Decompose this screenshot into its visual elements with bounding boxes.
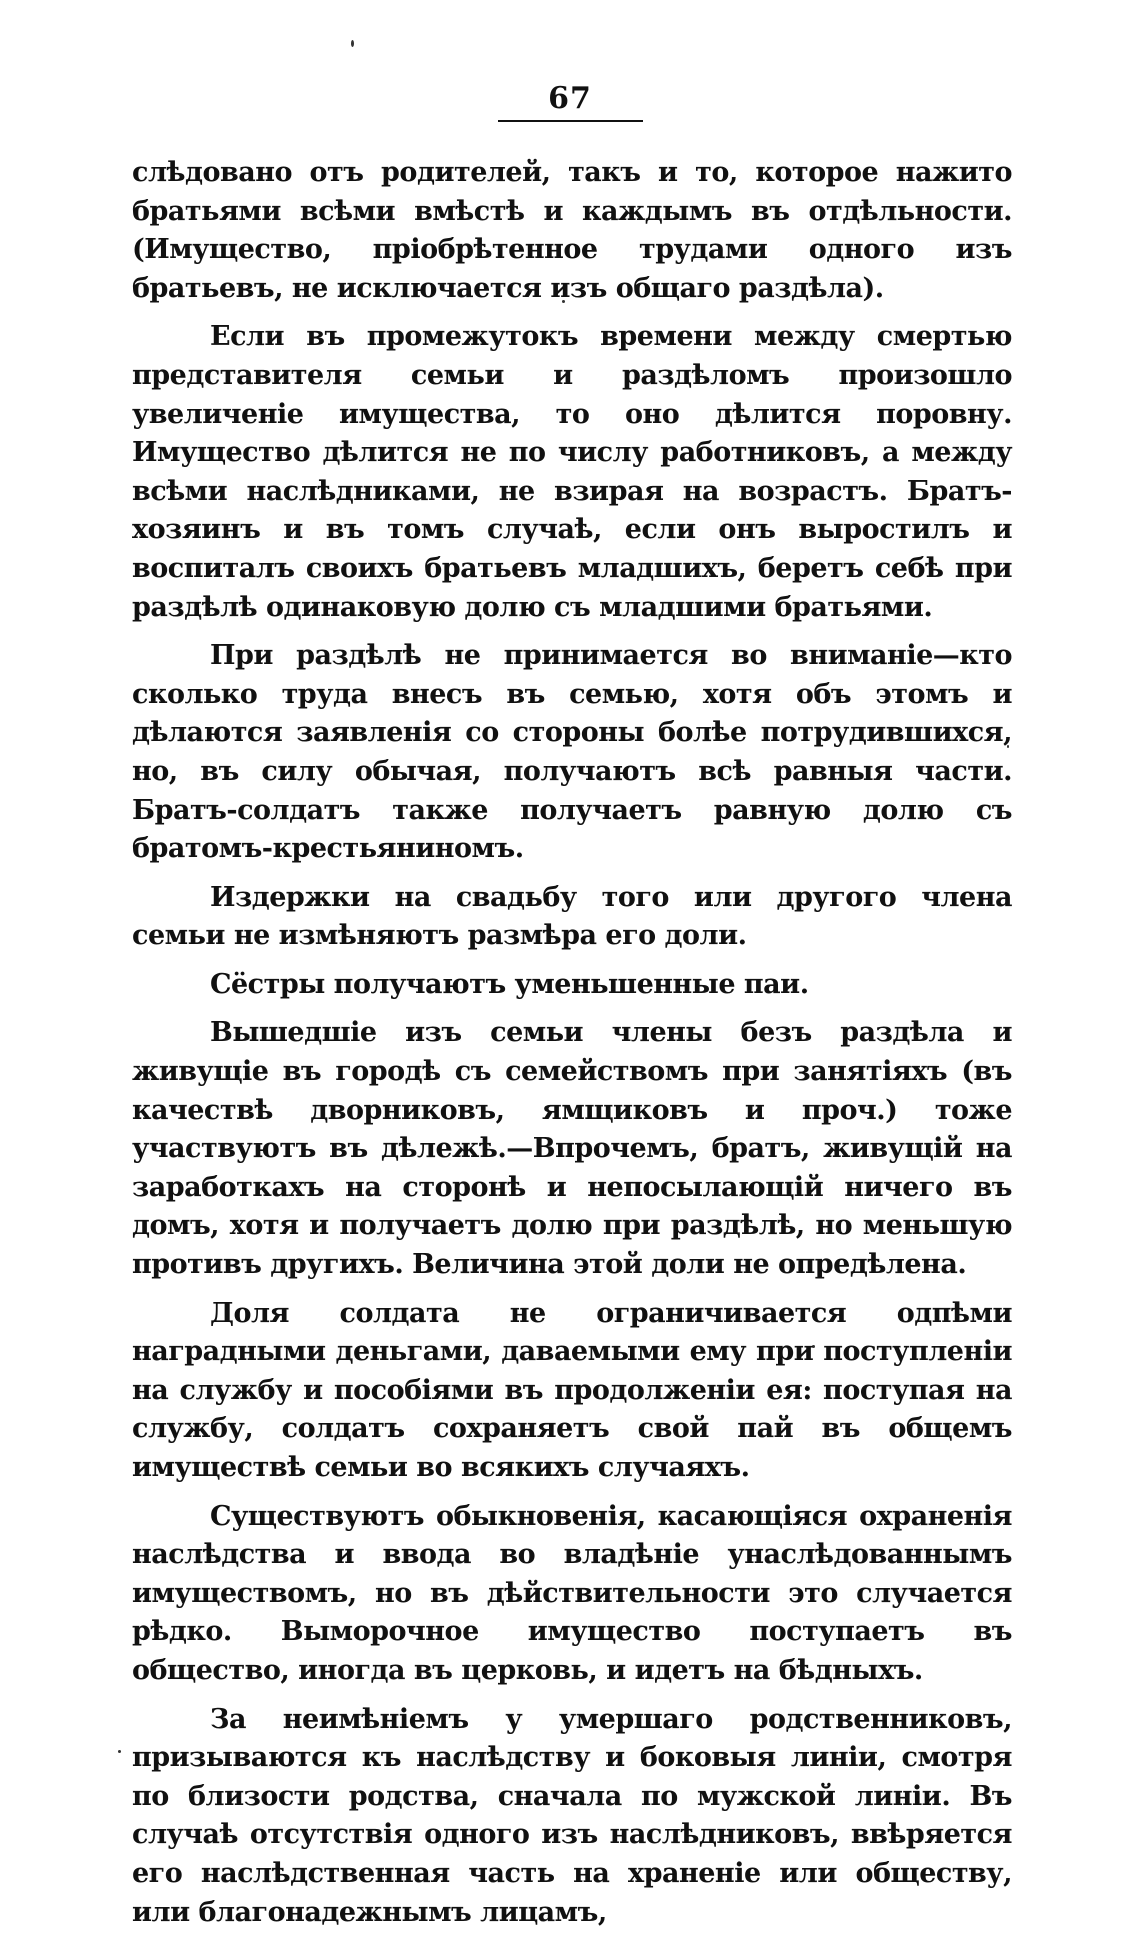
print-speck <box>118 1750 121 1753</box>
paragraph: Если въ промежутокъ времени между смертью представителя семьи и раздѣломъ произошло увеличеніе имущества, то оно дѣлится поровну. Имущество дѣлится не по числу работниковъ, а между всѣми наслѣдниками, не взирая на возрастъ. Братъ-хозяинъ и въ томъ случаѣ, если онъ выростилъ и воспиталъ своихъ братьевъ младшихъ, беретъ себѣ при раздѣлѣ одинаковую долю съ младшими братьями. <box>132 321 1012 623</box>
paragraph: Существуютъ обыкновенія, касающіяся охраненія наслѣдства и ввода во владѣніе унаслѣдованнымъ имуществомъ, но въ дѣйствительности это случается рѣдко. Выморочное имущество поступаетъ въ общество, иногда въ церковь, и идетъ на бѣдныхъ. <box>132 1500 1012 1686</box>
print-speck <box>351 40 354 47</box>
page-number: 67 <box>548 81 592 116</box>
paragraph: За неимѣніемъ у умершаго родственниковъ, призываются къ наслѣдству и боковыя линіи, смотря по близости родства, сначала по мужской линіи. Въ случаѣ отсутствія одного изъ наслѣдниковъ, ввѣряется его наслѣдственная часть на храненіе или обществу, или благонадежнымъ лицамъ, <box>132 1703 1012 1928</box>
paragraph: Доля солдата не ограничивается одпѣми наградными деньгами, даваемыми ему при поступленіи на службу и пособіями въ продолженіи ея: поступая на службу, солдатъ сохраняетъ свой пай въ общемъ имуществѣ семьи во всякихъ случаяхъ. <box>132 1297 1012 1483</box>
paragraph: Издержки на свадьбу того или другого члена семьи не измѣняютъ размѣра его доли. <box>132 881 1012 952</box>
paragraph: При раздѣлѣ не принимается во вниманіе—кто сколько труда внесъ въ семью, хотя объ этомъ и дѣлаются заявленія со стороны болѣе потрудившихся, но, въ силу обычая, получаютъ всѣ равныя части. Братъ-солдатъ также получаетъ равную долю съ братомъ-крестьяниномъ. <box>132 640 1012 865</box>
paragraph: Вышедшіе изъ семьи члены безъ раздѣла и живущіе въ городѣ съ семействомъ при занятіяхъ (въ качествѣ дворниковъ, ямщиковъ и проч.) тоже участвуютъ въ дѣлежѣ.—Впрочемъ, братъ, живущій на заработкахъ на сторонѣ и непосылающій ничего въ домъ, хотя и получаетъ долю при раздѣлѣ, но меньшую противъ другихъ. Величина этой доли не опредѣлена. <box>132 1017 1012 1281</box>
page-body <box>132 154 1012 1942</box>
page-header <box>490 82 650 122</box>
paragraph: Сёстры получаютъ уменьшенные паи. <box>210 968 809 1000</box>
paragraph: слѣдовано отъ родителей, такъ и то, которое нажито братьями всѣми вмѣстѣ и каждымъ въ отдѣльности. (Имущество, пріобрѣтенное трудами одного изъ братьевъ, не исключается изъ общаго раздѣла). <box>132 157 1012 304</box>
header-rule <box>498 120 643 122</box>
